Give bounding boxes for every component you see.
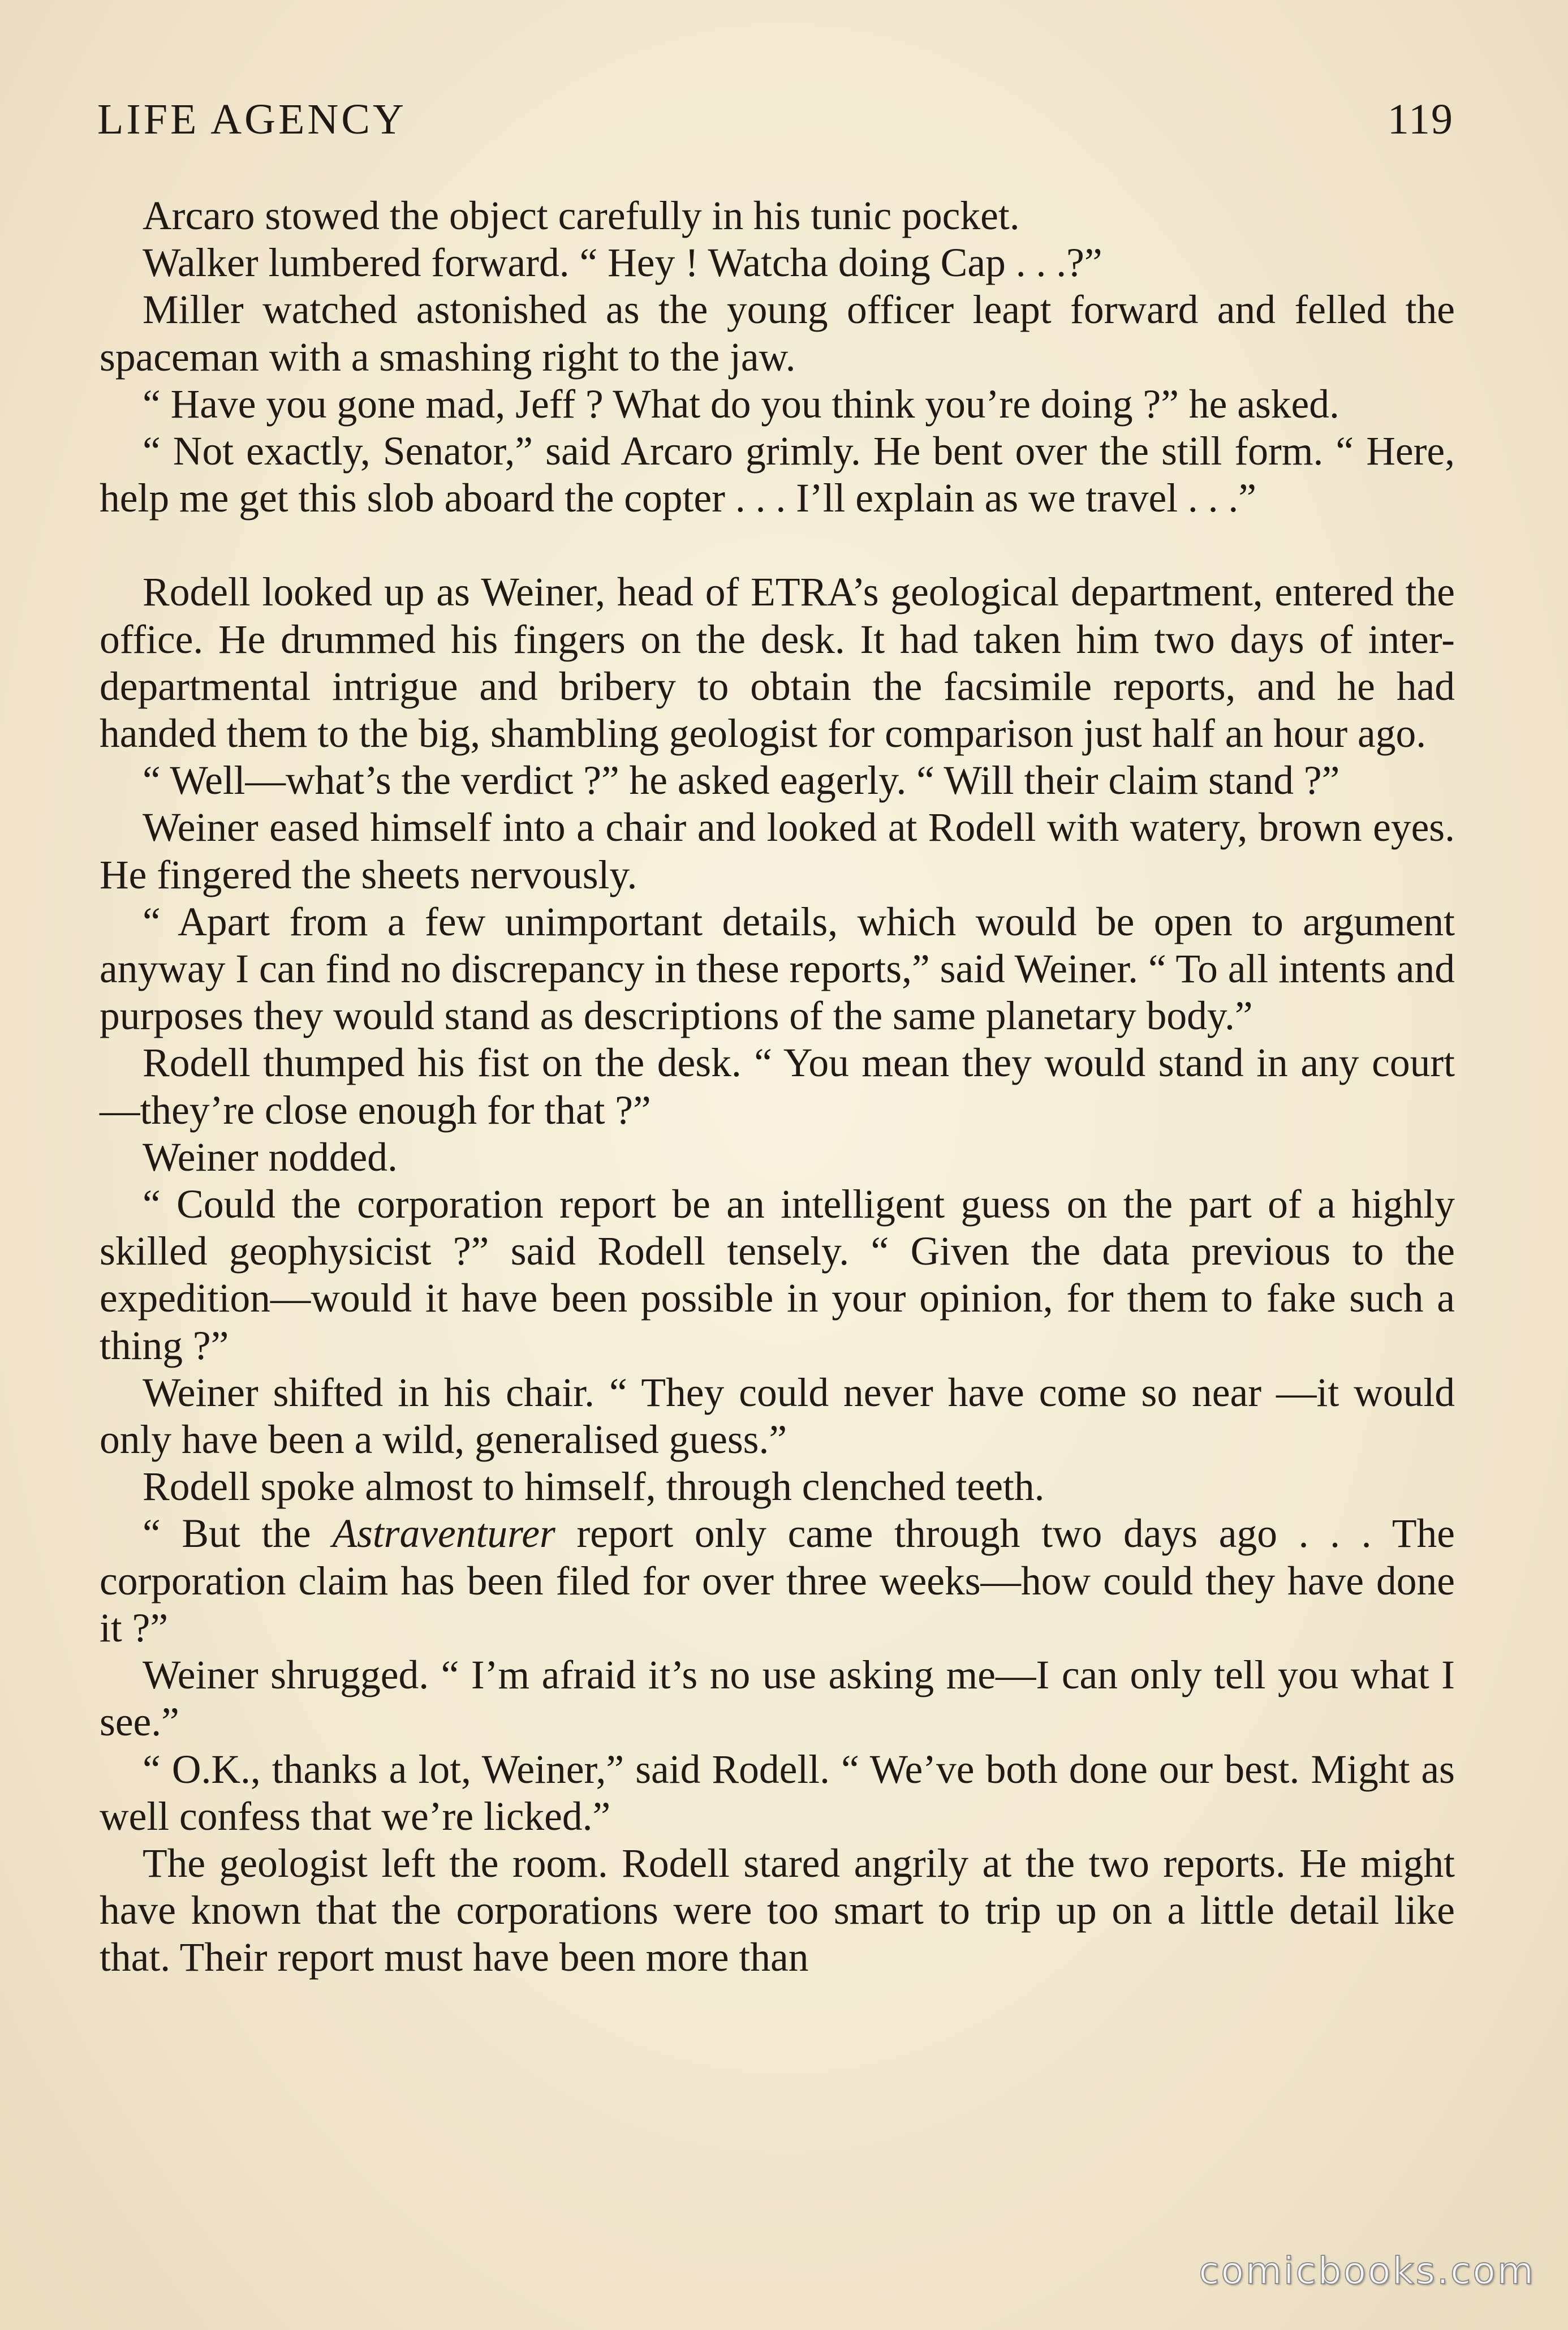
paragraph: “ Not exactly, Senator,” said Arcaro grimly. He bent over the still form. “ Here, help me get this slob aboard the copter . . . I’ll explain as we travel . . .”: [100, 429, 1455, 521]
section-break: [100, 522, 1455, 569]
paragraph: Rodell looked up as Weiner, head of ETRA’s geological department, entered the office. He drummed his fingers on the desk. It had taken him two days of inter-departmental intrigue and bribery to obtain the facsimile reports, and he had handed them to the big, shambling geologist for comparison just half an hour ago.: [100, 570, 1455, 756]
text-run: “ But the: [143, 1511, 333, 1557]
body-text: [100, 192, 1455, 1981]
paragraph: Weiner shifted in his chair. “ They could never have come so near —it would only have been a wild, generalised guess.”: [100, 1370, 1455, 1463]
paragraph: The geologist left the room. Rodell stared angrily at the two reports. He might have known that the corporations were too smart to trip up on a little detail like that. Their report must have been more than: [100, 1841, 1455, 1980]
paragraph: Weiner eased himself into a chair and looked at Rodell with watery, brown eyes. He fingered the sheets nervously.: [100, 805, 1455, 897]
site-watermark: comicbooks.com: [1199, 2249, 1535, 2293]
paragraph: Rodell thumped his fist on the desk. “ You mean they would stand in any court—they’re close enough for that ?”: [100, 1041, 1455, 1133]
paragraph-with-italic: [100, 1510, 1455, 1652]
page-number: 119: [1387, 96, 1454, 143]
paragraph: Miller watched astonished as the young officer leapt forward and felled the spaceman with a smashing right to the jaw.: [100, 287, 1455, 380]
paragraph: Weiner shrugged. “ I’m afraid it’s no use asking me—I can only tell you what I see.”: [100, 1653, 1455, 1745]
paragraph: Rodell spoke almost to himself, through clenched teeth.: [143, 1464, 1045, 1510]
paragraph: “ O.K., thanks a lot, Weiner,” said Rodell. “ We’ve both done our best. Might as well confess that we’re licked.”: [100, 1747, 1455, 1839]
text-run: report only came through two days ago . . . The corporation claim has been filed for over three weeks—how could they have done it ?”: [100, 1511, 1455, 1650]
paragraph: “ Well—what’s the verdict ?” he asked eagerly. “ Will their claim stand ?”: [143, 758, 1340, 803]
running-header: [97, 95, 1454, 152]
paragraph: “ Could the corporation report be an intelligent guess on the part of a highly skilled geophysicist ?” said Rodell tensely. “ Given the data previous to the expedition—would it have been possible in your opinion, for them to fake such a thing ?”: [100, 1182, 1455, 1368]
paragraph: Walker lumbered forward. “ Hey ! Watcha doing Cap . . .?”: [143, 240, 1102, 286]
paragraph: Arcaro stowed the object carefully in his tunic pocket.: [143, 194, 1020, 238]
running-title: LIFE AGENCY: [97, 96, 407, 143]
paragraph: Weiner nodded.: [143, 1134, 398, 1180]
paragraph: “ Apart from a few unimportant details, which would be open to argument anyway I can find no discrepancy in these reports,” said Weiner. “ To all intents and purposes they would stand as descriptions of the same planetary body.”: [100, 899, 1455, 1039]
ship-name-italic: Astraventurer: [332, 1511, 555, 1557]
paragraph: “ Have you gone mad, Jeff ? What do you think you’re doing ?” he asked.: [143, 381, 1339, 427]
